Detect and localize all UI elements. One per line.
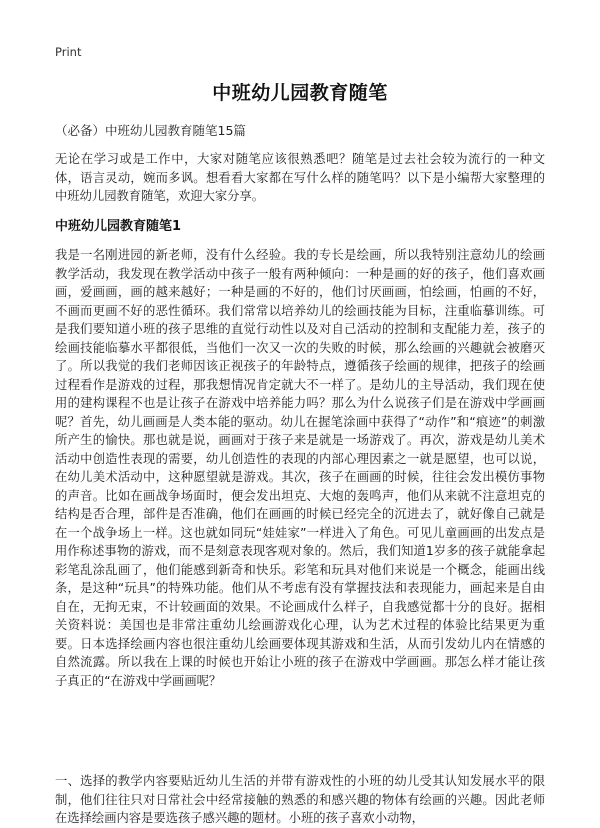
- section-heading: 中班幼儿园教育随笔1: [55, 219, 182, 234]
- document-subtitle: （必备）中班幼儿园教育随笔15篇: [55, 123, 246, 138]
- print-label[interactable]: Print: [55, 45, 82, 59]
- body-paragraph-2: 一、选择的教学内容要贴近幼儿生活的并带有游戏性的小班的幼儿受其认知发展水平的限制，他们往往只对日常社会中经常接触的熟悉的和感兴趣的物体有绘画的兴趣。因此老师在选择绘画内容是要选孩子感兴趣的题材。小班的孩子喜欢小动物，: [55, 774, 545, 825]
- body-paragraph-1: 我是一名刚进园的新老师，没有什么经验。我的专长是绘画，所以我特别注意幼儿的绘画教学活动，我发现在教学活动中孩子一般有两种倾向：一种是画的好的孩子，他们喜欢画画，爱画画，画的越来越好；一种是画的不好的，他们讨厌画画，怕绘画，怕画的不好，不画而更画不好的恶性循环。我们常常以培养幼儿的绘画技能为目标，注重临摹训练。可是我们要知道小班的孩子思维的直觉行动性以及对自己活动的控制和支配能力差，孩子的绘画技能临摹水平都很低，当他们一次又一次的失败的时候，那么绘画的兴趣就会被磨灭了。所以我觉的我们老师因该正视孩子的年龄特点，遵循孩子绘画的规律，把孩子的绘画过程看作是游戏的过程，那我想情况肯定就大不一样了。是幼儿的主导活动，我们现在使用的建构课程不也是让孩子在游戏中培养能力吗？那么为什么说孩子们是在游戏中学画画呢？首先，幼儿画画是人类本能的驱动。幼儿在握笔涂画中获得了“动作”和“痕迹”的刺激所产生的愉快。那也就是说，画画对于孩子来是就是一场游戏了。再次，游戏是幼儿美术活动中创造性表现的需要，幼儿创造性的表现的内部心理因素之一就是愿望，也可以说，在幼儿美术活动中，这种愿望就是游戏。其次，孩子在画画的时候，往往会发出模仿事物的声音。比如在画战争场面时，便会发出坦克、大炮的轰鸣声，他们从来就不注意坦克的结构是否合理，部件是否准确，他们在画画的时候已经完全的沉进去了，就好像自己就是在一个战争场上一样。这也就如同玩“娃娃家”一样进入了角色。可见儿童画画的出发点是用作称述事物的游戏，而不是刻意表现客观对象的。然后，我们知道1岁多的孩子就能拿起彩笔乱涂乱画了，他们能感到新奇和快乐。彩笔和玩具对他们来说是一个概念，能画出线条，是这种“玩具”的特殊功能。他们从不考虑有没有掌握技法和表现能力，画起来是自由自在，无拘无束，不计较画面的效果。不论画成什么样子，自我感觉都十分的良好。据相关资料说：美国也是非常注重幼儿绘画游戏化心理，认为艺术过程的体验比结果更为重要。日本选择绘画内容也很注重幼儿绘画要体现其游戏和生活，从而引发幼儿内在情感的自然流露。所以我在上课的时候也开始让小班的孩子在游戏中学画画。那怎么样才能让孩子真正的“在游戏中学画画呢？: [55, 248, 545, 688]
- page-title: 中班幼儿园教育随笔: [212, 82, 388, 104]
- intro-paragraph: 无论在学习或是工作中，大家对随笔应该很熟悉吧？随笔是过去社会较为流行的一种文体，语言灵动，婉而多讽。想看看大家都在写什么样的随笔吗？以下是小编帮大家整理的中班幼儿园教育随笔，欢迎大家分享。: [55, 152, 545, 203]
